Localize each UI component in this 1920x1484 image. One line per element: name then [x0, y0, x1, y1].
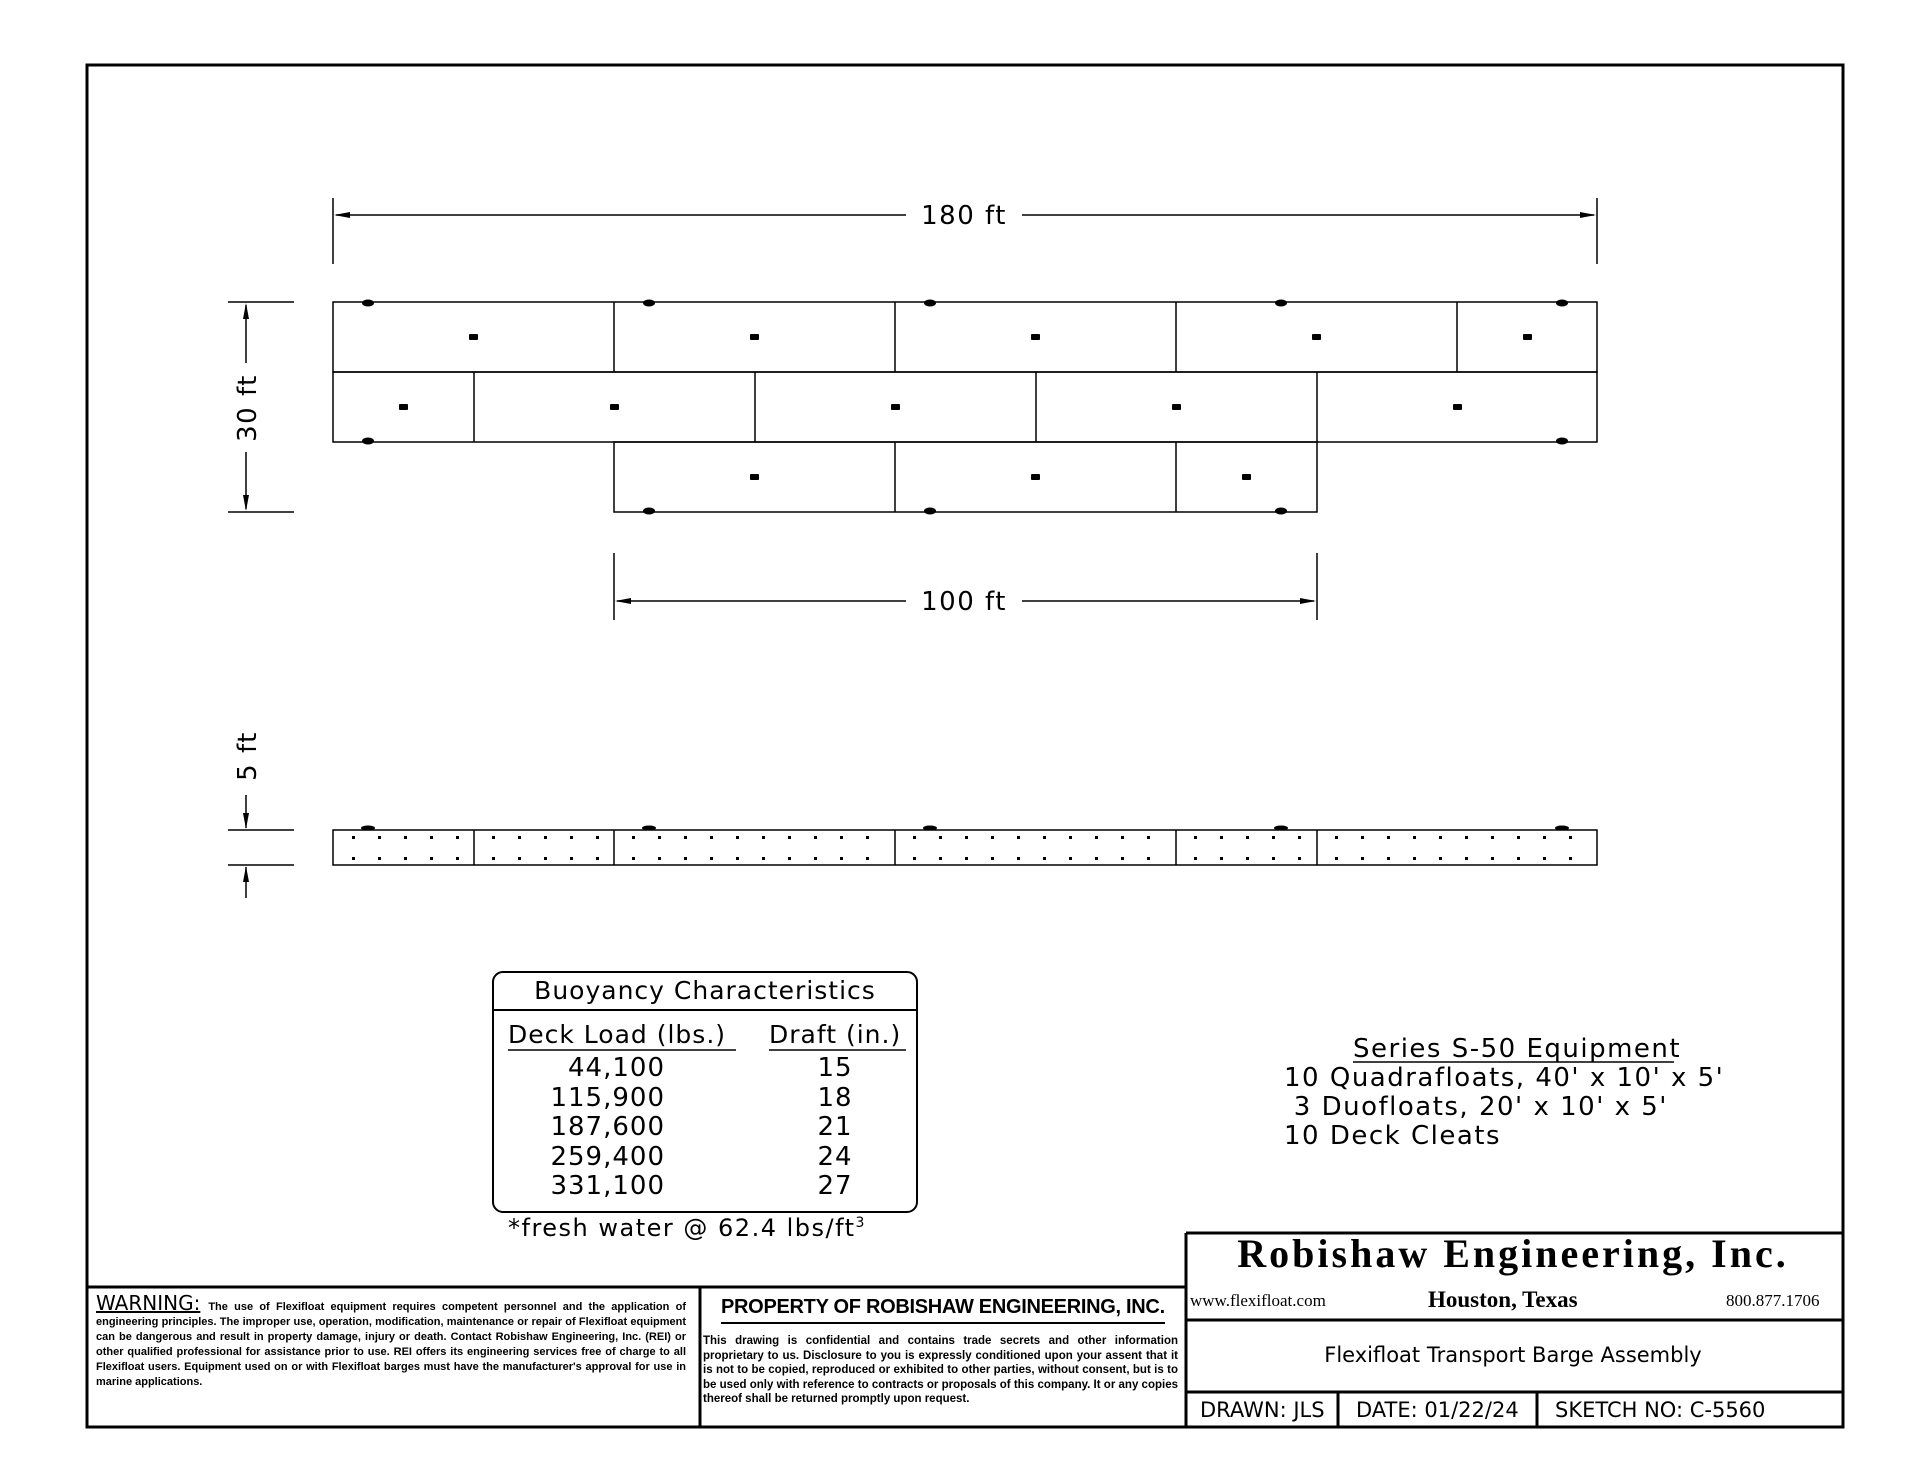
- draft-value: 27: [817, 1171, 853, 1201]
- overall-length-label: 180 ft: [921, 201, 1007, 231]
- deck-load-column: [540, 1054, 665, 1202]
- company-location: Houston, Texas: [1428, 1287, 1578, 1312]
- draft-value: 24: [817, 1141, 853, 1172]
- height-label: 5 ft: [233, 731, 263, 781]
- buoyancy-note: [508, 1214, 866, 1242]
- side-elevation-bolts: [352, 836, 1572, 860]
- draft-value: 21: [817, 1112, 853, 1142]
- drawn-by: DRAWN: JLS: [1200, 1398, 1325, 1422]
- company-phone: 800.877.1706: [1726, 1291, 1820, 1310]
- equipment-line: 10 Deck Cleats: [1284, 1121, 1502, 1151]
- equipment-line: 3 Duofloats, 20' x 10' x 5': [1284, 1092, 1668, 1122]
- deck-load-header: Deck Load (lbs.): [508, 1020, 727, 1049]
- property-block: [703, 1296, 1178, 1407]
- property-heading: PROPERTY OF ROBISHAW ENGINEERING, INC.: [721, 1296, 1165, 1324]
- float-connectors: [399, 334, 1532, 480]
- buoyancy-note-text: *fresh water @ 62.4 lbs/ft: [508, 1214, 856, 1242]
- deck-cleats: [362, 300, 1568, 515]
- sketch-number: SKETCH NO: C-5560: [1555, 1398, 1766, 1422]
- deck-load-value: 44,100: [568, 1053, 665, 1083]
- buoyancy-note-exponent: 3: [855, 1215, 866, 1231]
- drawing-date: DATE: 01/22/24: [1356, 1398, 1519, 1422]
- dimension-height: [228, 795, 294, 898]
- float-row-1-outline: [333, 302, 1597, 372]
- warning-label: WARNING:: [96, 1291, 201, 1315]
- draft-column: [800, 1054, 870, 1202]
- overall-width-label: 30 ft: [233, 374, 263, 442]
- buoyancy-title: Buoyancy Characteristics: [534, 976, 876, 1005]
- equipment-title: Series S-50 Equipment: [1353, 1034, 1682, 1064]
- float-row-2-outline: [333, 372, 1597, 442]
- draft-value: 15: [817, 1053, 853, 1083]
- deck-load-value: 115,900: [550, 1082, 665, 1113]
- drawing-title: Flexifloat Transport Barge Assembly: [1324, 1343, 1702, 1367]
- sheet-border: [87, 65, 1843, 1427]
- warning-text: The use of Flexifloat equipment requires competent personnel and the application of engineering principles. The improper use, operation, modification, maintenance or repair of Flexifloat equipment can be dangerous and result in property damage, injury or death. Contact Robishaw Engineering, Inc. (REI) or other qualified professional for assistance prior to use. REI offers its engineering services free of charge to all Flexifloat users. Equipment used on or with Flexifloat barges must have the manufacturer's approval for use in marine applications.: [96, 1301, 686, 1388]
- company-website: www.flexifloat.com: [1190, 1291, 1326, 1310]
- draft-value: 18: [817, 1082, 853, 1113]
- property-text: This drawing is confidential and contains trade secrets and other information proprietary to us. Disclosure to you is expressly conditioned upon your assent that it is not to be copied, reproduced or exhibited to other parties, without consent, but is to be used only with reference to contracts or proposals of this company. It or any copies thereof shall be returned promptly upon request.: [703, 1335, 1178, 1405]
- deck-load-value: 331,100: [550, 1171, 665, 1201]
- equipment-line: 10 Quadrafloats, 40' x 10' x 5': [1284, 1063, 1725, 1093]
- lower-row-length-label: 100 ft: [921, 587, 1007, 617]
- warning-block: [96, 1291, 686, 1389]
- company-name: Robishaw Engineering, Inc.: [1237, 1231, 1789, 1276]
- deck-load-value: 187,600: [550, 1112, 665, 1142]
- float-row-3-outline: [614, 442, 1317, 512]
- draft-header: Draft (in.): [769, 1020, 902, 1049]
- deck-load-value: 259,400: [550, 1141, 665, 1172]
- plan-view: [333, 302, 1597, 512]
